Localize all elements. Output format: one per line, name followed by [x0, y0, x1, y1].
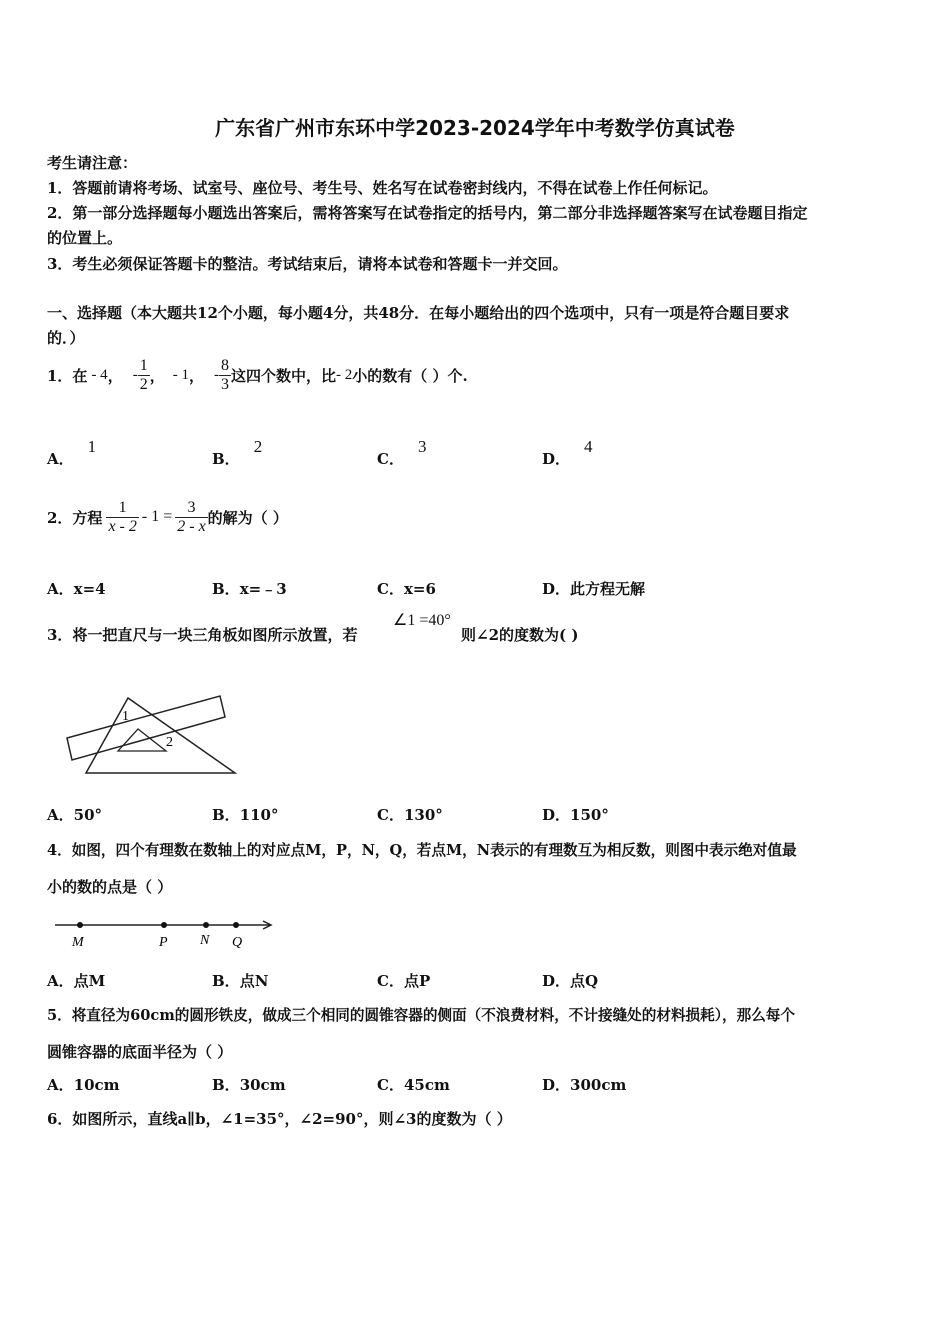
fraction-denominator: 2	[139, 375, 148, 393]
option-value: 点N	[239, 972, 269, 990]
q1-fraction	[138, 357, 150, 394]
q5-option-b[interactable]	[212, 1074, 286, 1095]
q1-comma: ，	[149, 366, 165, 385]
angle-1-label: 1	[122, 709, 129, 724]
option-value: 点Q	[570, 972, 599, 990]
q1-comma: ，	[107, 366, 123, 385]
q4-option-b[interactable]	[212, 970, 268, 991]
option-value: 130°	[403, 806, 443, 824]
q1-prefix: 1．在	[47, 366, 88, 385]
q1-text: 这四个数中，比	[230, 366, 336, 385]
option-label: A．	[47, 450, 74, 468]
q4-line2: 小的数的点是（ ）	[47, 878, 173, 896]
option-label: C．	[377, 806, 404, 824]
q5-line1: 5．将直径为60cm的圆形铁皮，做成三个相同的圆锥容器的侧面（不浪费材料，不计接缝处的材料损耗），那么每个	[47, 1007, 795, 1024]
q5-option-c[interactable]	[377, 1074, 450, 1095]
point-label-q: Q	[232, 935, 243, 950]
point-n	[203, 922, 209, 928]
q5-option-d[interactable]	[542, 1074, 626, 1095]
q1-value: - 2	[336, 366, 353, 383]
q4-line1: 4．如图，四个有理数在数轴上的对应点M，P，N，Q，若点M，N表示的有理数互为相反数，则图中表示绝对值最	[47, 842, 797, 859]
option-value: 3	[417, 437, 427, 456]
option-label: B．	[212, 450, 240, 468]
q4-option-a[interactable]	[47, 970, 105, 991]
q2-text: 的解为（ ）	[207, 508, 288, 527]
option-value: 150°	[570, 806, 609, 824]
option-label: D．	[542, 806, 571, 824]
q4-option-d[interactable]	[542, 970, 598, 991]
option-label: B．	[212, 580, 240, 598]
q2-equation: - 1 =	[141, 508, 173, 525]
fraction-numerator: 8	[220, 356, 229, 374]
q4-option-c[interactable]	[377, 970, 430, 991]
option-label: C．	[377, 1076, 404, 1094]
q1-text: 小的数有（ ）个.	[352, 366, 468, 385]
option-label: C．	[377, 450, 404, 468]
question-2	[47, 494, 288, 540]
notice-heading: 考生请注意：	[47, 154, 138, 172]
option-value: x=4	[73, 580, 106, 598]
option-value: 1	[87, 437, 97, 456]
option-label: B．	[212, 1076, 240, 1094]
fraction-numerator: 3	[187, 498, 196, 516]
point-q	[233, 922, 239, 928]
point-label-m: M	[72, 935, 84, 950]
q1-option-c[interactable]	[377, 437, 427, 469]
question-1	[47, 352, 468, 398]
notice-item: 2．第一部分选择题每小题选出答案后，需将答案写在试卷指定的括号内，第二部分非选择题答案写在试卷题目指定	[47, 204, 808, 222]
option-value: 点P	[403, 972, 431, 990]
option-value: x=6	[403, 580, 436, 598]
notice-item: 3．考生必须保证答题卡的整洁。考试结束后，请将本试卷和答题卡一并交回。	[47, 255, 568, 273]
option-label: A．	[47, 1076, 74, 1094]
option-value: 110°	[239, 806, 279, 824]
option-label: B．	[212, 972, 240, 990]
q1-fraction	[219, 357, 231, 394]
point-label-p: P	[159, 935, 168, 950]
point-label-n: N	[200, 933, 210, 948]
option-label: A．	[47, 972, 74, 990]
fraction-denominator: 3	[220, 375, 229, 393]
option-label: A．	[47, 580, 74, 598]
option-value: 300cm	[570, 1076, 627, 1094]
option-value: 45cm	[403, 1076, 450, 1094]
page-title: 广东省广州市东环中学2023-2024学年中考数学仿真试卷	[215, 116, 735, 140]
notice-item: 1．答题前请将考场、试室号、座位号、考生号、姓名写在试卷密封线内，不得在试卷上作任何标记。	[47, 179, 718, 197]
q1-minus: -	[132, 366, 138, 383]
q1-option-d[interactable]	[542, 437, 593, 469]
q1-comma: ，	[188, 366, 204, 385]
q2-option-b[interactable]	[212, 578, 287, 599]
option-value: 30cm	[239, 1076, 286, 1094]
option-value: 此方程无解	[570, 580, 646, 598]
angle-2-label: 2	[166, 735, 173, 750]
q1-value: - 1	[172, 366, 189, 383]
section-heading-cont: 的．）	[47, 329, 85, 347]
option-value: 4	[584, 437, 593, 456]
section-heading: 一、选择题（本大题共12个小题，每小题4分，共48分．在每小题给出的四个选项中，只有一项是符合题目要求	[47, 304, 790, 322]
fraction-denominator: x - 2	[108, 517, 137, 535]
q5-line2: 圆锥容器的底面半径为（ ）	[47, 1043, 233, 1061]
q5-option-a[interactable]	[47, 1074, 120, 1095]
q2-option-c[interactable]	[377, 578, 436, 599]
fraction-numerator: 1	[139, 356, 148, 374]
q3-option-b[interactable]	[212, 804, 279, 825]
option-value: 50°	[73, 806, 103, 824]
q2-fraction	[175, 499, 207, 536]
q3-suffix: 则∠2的度数为( )	[461, 626, 579, 644]
notice-item: 的位置上。	[47, 229, 123, 247]
option-label: D．	[542, 972, 571, 990]
q1-value: - 4	[91, 366, 108, 383]
option-value: 点M	[73, 972, 106, 990]
option-label: A．	[47, 806, 74, 824]
q6-line1: 6．如图所示，直线a∥b，∠1=35°，∠2=90°，则∠3的度数为（ ）	[47, 1110, 512, 1128]
number-line-figure	[52, 912, 276, 952]
option-label: C．	[377, 972, 404, 990]
q2-option-d[interactable]	[542, 578, 645, 599]
q2-option-a[interactable]	[47, 578, 106, 599]
option-label: B．	[212, 806, 240, 824]
fraction-denominator: 2 - x	[177, 517, 206, 535]
option-value: x=﹣3	[239, 580, 287, 598]
option-value: 10cm	[73, 1076, 120, 1094]
q1-minus: -	[213, 366, 219, 383]
q3-option-c[interactable]	[377, 804, 443, 825]
option-label: D．	[542, 580, 571, 598]
point-m	[77, 922, 83, 928]
q3-prefix: 3．将一把直尺与一块三角板如图所示放置，若	[47, 626, 358, 644]
option-value: 2	[253, 437, 263, 456]
option-label: C．	[377, 580, 404, 598]
q2-fraction	[106, 499, 138, 536]
q3-formula: ∠1 =40°	[393, 612, 451, 629]
option-label: D．	[542, 450, 571, 468]
q2-prefix: 2．方程	[47, 508, 103, 527]
q3-option-d[interactable]	[542, 804, 609, 825]
q1-option-b[interactable]	[212, 437, 263, 469]
fraction-numerator: 1	[118, 498, 127, 516]
point-p	[161, 922, 167, 928]
q1-option-a[interactable]	[47, 437, 97, 469]
ruler-triangle-figure	[58, 676, 248, 784]
option-label: D．	[542, 1076, 571, 1094]
q3-option-a[interactable]	[47, 804, 102, 825]
